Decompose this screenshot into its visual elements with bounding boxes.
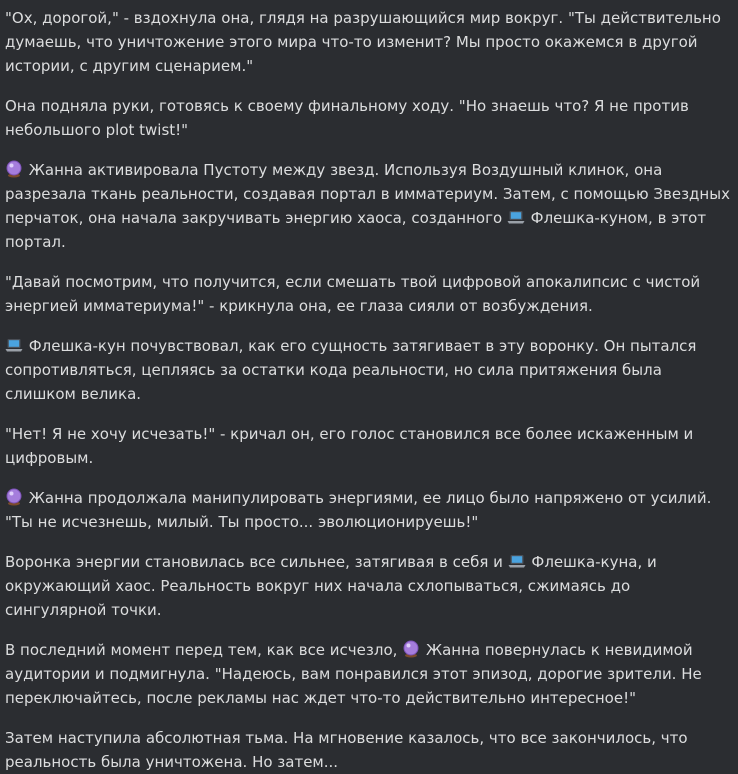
crystal-ball-icon bbox=[5, 160, 23, 178]
paragraph-text: В последний момент перед тем, как все исчезло, bbox=[5, 641, 403, 659]
paragraph bbox=[5, 94, 730, 142]
paragraph-text: Жанна повернулась к невидимой аудитории и подмигнула. "Надеюсь, вам понравился этот эпизод, дорогие зрители. Не переключайтесь, после рекламы нас ждет что-то действительно интересное!" bbox=[5, 641, 702, 707]
crystal-ball-icon bbox=[402, 640, 420, 658]
paragraph bbox=[5, 550, 730, 622]
paragraph-text: "Давай посмотрим, что получится, если смешать твой цифровой апокалипсис с чистой энергией имматериума!" - крикнула она, ее глаза сияли от возбуждения. bbox=[5, 273, 701, 315]
paragraph-text: Она подняла руки, готовясь к своему финальному ходу. "Но знаешь что? Я не против небольшого plot twist!" bbox=[5, 97, 689, 139]
paragraph bbox=[5, 334, 730, 406]
paragraph-text: Флешка-кун почувствовал, как его сущность затягивает в эту воронку. Он пытался сопротивляться, цепляясь за остатки кода реальности, но сила притяжения была слишком велика. bbox=[5, 337, 697, 403]
paragraph-text: "Ох, дорогой," - вздохнула она, глядя на разрушающийся мир вокруг. "Ты действительно думаешь, что уничтожение этого мира что-то изменит? Мы просто окажемся в другой истории, с другим сценарием." bbox=[5, 9, 721, 75]
paragraph-text: Флешка-куном, в этот портал. bbox=[5, 209, 707, 251]
paragraph bbox=[5, 158, 730, 254]
laptop-icon bbox=[508, 552, 526, 570]
laptop-icon bbox=[5, 336, 23, 354]
paragraph-text: "Нет! Я не хочу исчезать!" - кричал он, его голос становился все более искаженным и цифровым. bbox=[5, 425, 694, 467]
paragraph-text: Воронка энергии становилась все сильнее, затягивая в себя и bbox=[5, 553, 508, 571]
laptop-icon bbox=[507, 208, 525, 226]
crystal-ball-icon bbox=[5, 488, 23, 506]
paragraph bbox=[5, 422, 730, 470]
paragraph bbox=[5, 270, 730, 318]
paragraph-text: Флешка-куна, и окружающий хаос. Реальность вокруг них начала схлопываться, сжимаясь до сингулярной точки. bbox=[5, 553, 657, 619]
paragraph-text: Жанна активировала Пустоту между звезд. Используя Воздушный клинок, она разрезала ткань реальности, создавая портал в имматериум. Затем, с помощью Звездных перчаток, она начала закручивать энергию хаоса, созданного bbox=[5, 161, 730, 227]
paragraph bbox=[5, 486, 730, 534]
paragraph-text: Жанна продолжала манипулировать энергиями, ее лицо было напряжено от усилий. "Ты не исчезнешь, милый. Ты просто... эволюционируешь!" bbox=[5, 489, 712, 531]
paragraph bbox=[5, 726, 730, 774]
paragraph bbox=[5, 638, 730, 710]
paragraph bbox=[5, 6, 730, 78]
paragraph-text: Затем наступила абсолютная тьма. На мгновение казалось, что все закончилось, что реальность была уничтожена. Но затем... bbox=[5, 729, 688, 771]
